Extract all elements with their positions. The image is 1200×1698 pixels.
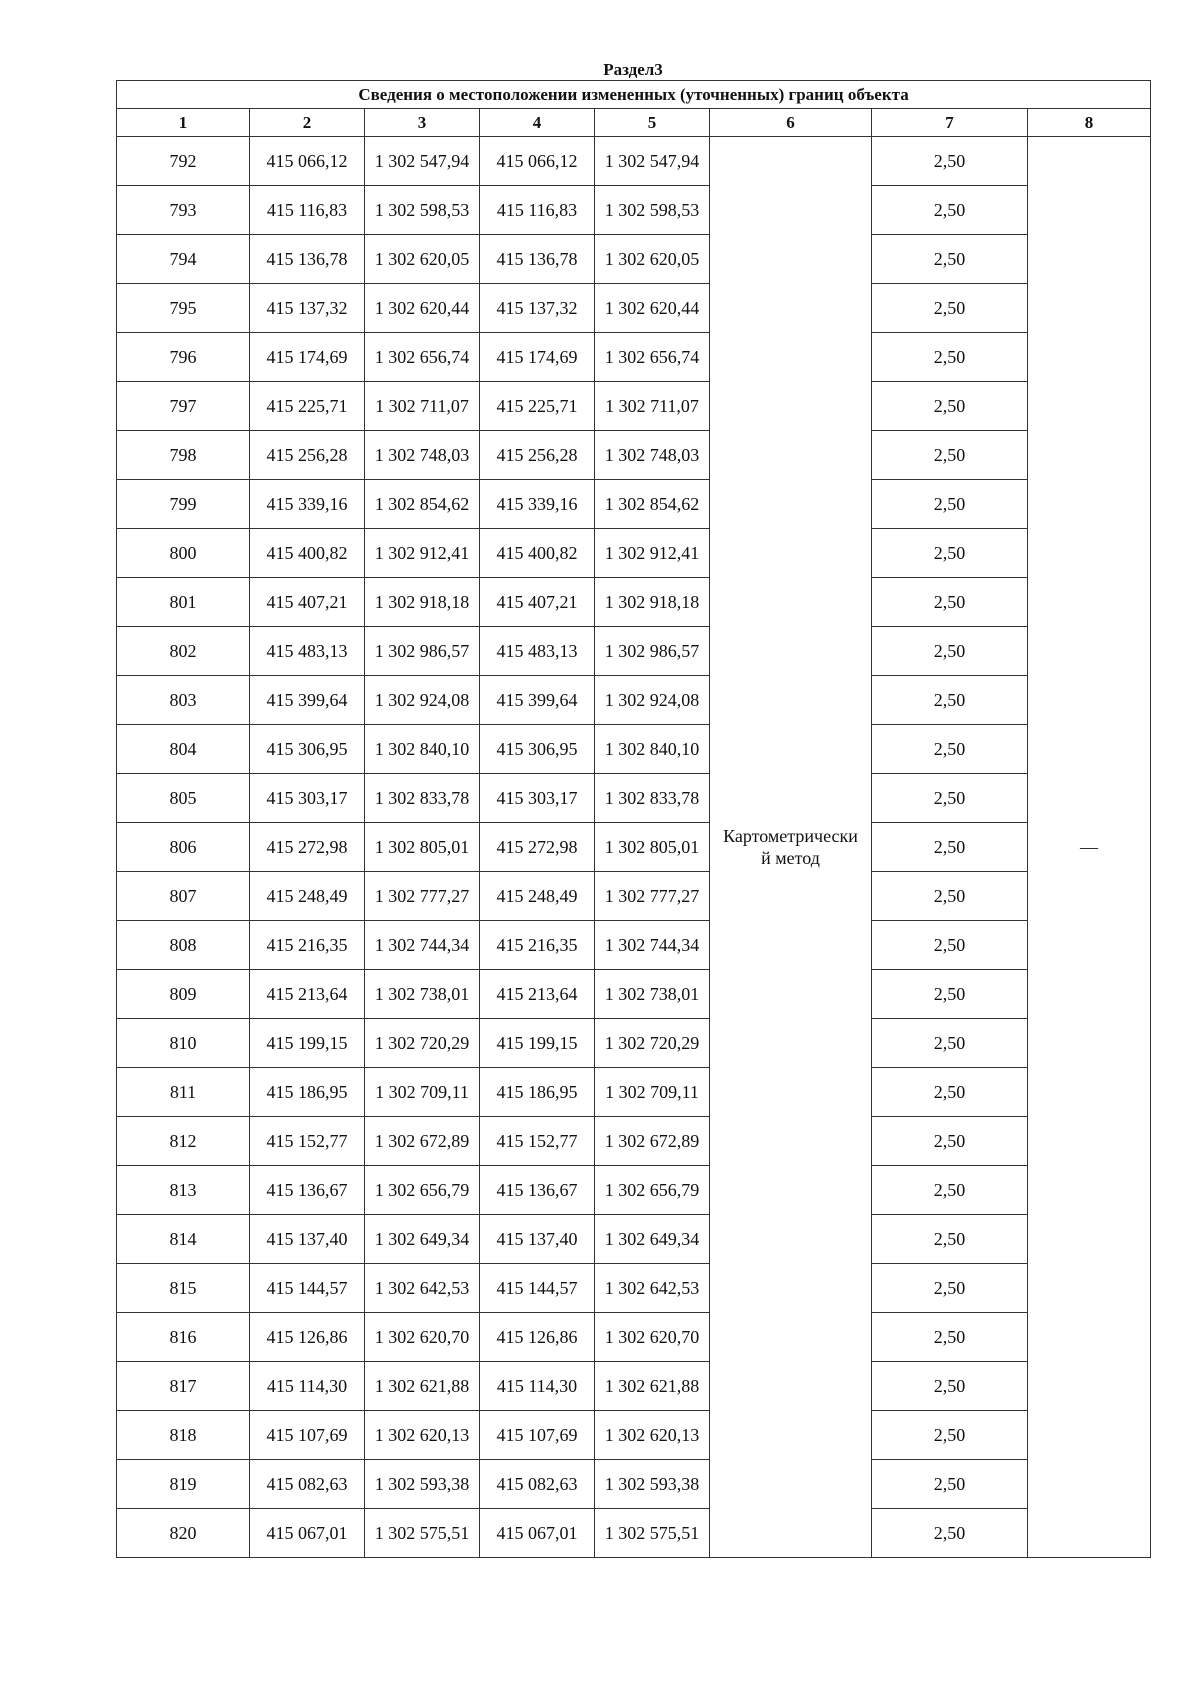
refined-y: 1 302 620,70 bbox=[595, 1313, 710, 1362]
refined-x: 415 306,95 bbox=[480, 725, 595, 774]
precision-value: 2,50 bbox=[872, 1313, 1028, 1362]
existing-y: 1 302 620,13 bbox=[365, 1411, 480, 1460]
table-row bbox=[117, 1460, 1151, 1509]
refined-x: 415 272,98 bbox=[480, 823, 595, 872]
refined-y: 1 302 738,01 bbox=[595, 970, 710, 1019]
column-number: 8 bbox=[1028, 109, 1151, 137]
method-line: Картометрически bbox=[723, 826, 858, 846]
refined-y: 1 302 720,29 bbox=[595, 1019, 710, 1068]
existing-x: 415 152,77 bbox=[250, 1117, 365, 1166]
existing-x: 415 082,63 bbox=[250, 1460, 365, 1509]
refined-y: 1 302 805,01 bbox=[595, 823, 710, 872]
table-row bbox=[117, 1362, 1151, 1411]
existing-y: 1 302 709,11 bbox=[365, 1068, 480, 1117]
precision-value: 2,50 bbox=[872, 627, 1028, 676]
existing-y: 1 302 672,89 bbox=[365, 1117, 480, 1166]
table-row bbox=[117, 676, 1151, 725]
existing-x: 415 399,64 bbox=[250, 676, 365, 725]
table-row bbox=[117, 333, 1151, 382]
precision-value: 2,50 bbox=[872, 970, 1028, 1019]
existing-y: 1 302 593,38 bbox=[365, 1460, 480, 1509]
table-row bbox=[117, 774, 1151, 823]
point-number: 806 bbox=[117, 823, 250, 872]
refined-y: 1 302 598,53 bbox=[595, 186, 710, 235]
table-row bbox=[117, 1313, 1151, 1362]
boundary-coordinates-table bbox=[116, 80, 1151, 1558]
existing-x: 415 216,35 bbox=[250, 921, 365, 970]
precision-value: 2,50 bbox=[872, 1460, 1028, 1509]
refined-y: 1 302 656,74 bbox=[595, 333, 710, 382]
refined-x: 415 174,69 bbox=[480, 333, 595, 382]
point-number: 812 bbox=[117, 1117, 250, 1166]
existing-y: 1 302 620,05 bbox=[365, 235, 480, 284]
refined-y: 1 302 672,89 bbox=[595, 1117, 710, 1166]
existing-x: 415 248,49 bbox=[250, 872, 365, 921]
point-number: 810 bbox=[117, 1019, 250, 1068]
refined-x: 415 136,78 bbox=[480, 235, 595, 284]
point-number: 820 bbox=[117, 1509, 250, 1558]
existing-y: 1 302 744,34 bbox=[365, 921, 480, 970]
refined-x: 415 137,32 bbox=[480, 284, 595, 333]
existing-y: 1 302 575,51 bbox=[365, 1509, 480, 1558]
refined-x: 415 152,77 bbox=[480, 1117, 595, 1166]
method-cell bbox=[710, 137, 872, 1558]
refined-y: 1 302 912,41 bbox=[595, 529, 710, 578]
point-number: 802 bbox=[117, 627, 250, 676]
refined-y: 1 302 918,18 bbox=[595, 578, 710, 627]
refined-x: 415 339,16 bbox=[480, 480, 595, 529]
table-row bbox=[117, 1411, 1151, 1460]
point-number: 792 bbox=[117, 137, 250, 186]
refined-y: 1 302 986,57 bbox=[595, 627, 710, 676]
table-row bbox=[117, 1509, 1151, 1558]
precision-value: 2,50 bbox=[872, 186, 1028, 235]
table-header: Сведения о местоположении измененных (уточненных) границ объекта bbox=[117, 81, 1151, 109]
point-number: 808 bbox=[117, 921, 250, 970]
point-number: 807 bbox=[117, 872, 250, 921]
method-line: й метод bbox=[761, 848, 820, 868]
refined-y: 1 302 656,79 bbox=[595, 1166, 710, 1215]
existing-y: 1 302 649,34 bbox=[365, 1215, 480, 1264]
table-row bbox=[117, 529, 1151, 578]
refined-x: 415 126,86 bbox=[480, 1313, 595, 1362]
refined-y: 1 302 621,88 bbox=[595, 1362, 710, 1411]
refined-x: 415 144,57 bbox=[480, 1264, 595, 1313]
existing-y: 1 302 620,70 bbox=[365, 1313, 480, 1362]
table-row bbox=[117, 284, 1151, 333]
point-number: 796 bbox=[117, 333, 250, 382]
existing-x: 415 136,67 bbox=[250, 1166, 365, 1215]
existing-y: 1 302 748,03 bbox=[365, 431, 480, 480]
existing-y: 1 302 840,10 bbox=[365, 725, 480, 774]
point-number: 811 bbox=[117, 1068, 250, 1117]
point-number: 818 bbox=[117, 1411, 250, 1460]
column-number: 3 bbox=[365, 109, 480, 137]
existing-y: 1 302 656,74 bbox=[365, 333, 480, 382]
column-number: 6 bbox=[710, 109, 872, 137]
precision-value: 2,50 bbox=[872, 333, 1028, 382]
point-number: 813 bbox=[117, 1166, 250, 1215]
precision-value: 2,50 bbox=[872, 1264, 1028, 1313]
existing-x: 415 306,95 bbox=[250, 725, 365, 774]
point-number: 814 bbox=[117, 1215, 250, 1264]
point-number: 815 bbox=[117, 1264, 250, 1313]
refined-x: 415 225,71 bbox=[480, 382, 595, 431]
refined-y: 1 302 620,13 bbox=[595, 1411, 710, 1460]
existing-x: 415 407,21 bbox=[250, 578, 365, 627]
existing-x: 415 126,86 bbox=[250, 1313, 365, 1362]
table-row bbox=[117, 137, 1151, 186]
table-row bbox=[117, 823, 1151, 872]
existing-x: 415 483,13 bbox=[250, 627, 365, 676]
precision-value: 2,50 bbox=[872, 1362, 1028, 1411]
existing-y: 1 302 912,41 bbox=[365, 529, 480, 578]
point-number: 816 bbox=[117, 1313, 250, 1362]
table-row bbox=[117, 235, 1151, 284]
table-row bbox=[117, 431, 1151, 480]
column-8-value: — bbox=[1028, 137, 1151, 1558]
existing-x: 415 303,17 bbox=[250, 774, 365, 823]
precision-value: 2,50 bbox=[872, 1166, 1028, 1215]
refined-x: 415 400,82 bbox=[480, 529, 595, 578]
existing-y: 1 302 711,07 bbox=[365, 382, 480, 431]
column-number: 1 bbox=[117, 109, 250, 137]
table-row bbox=[117, 872, 1151, 921]
existing-x: 415 174,69 bbox=[250, 333, 365, 382]
refined-y: 1 302 547,94 bbox=[595, 137, 710, 186]
existing-x: 415 400,82 bbox=[250, 529, 365, 578]
existing-x: 415 144,57 bbox=[250, 1264, 365, 1313]
refined-y: 1 302 854,62 bbox=[595, 480, 710, 529]
existing-x: 415 114,30 bbox=[250, 1362, 365, 1411]
point-number: 804 bbox=[117, 725, 250, 774]
existing-x: 415 186,95 bbox=[250, 1068, 365, 1117]
point-number: 799 bbox=[117, 480, 250, 529]
existing-y: 1 302 986,57 bbox=[365, 627, 480, 676]
existing-x: 415 136,78 bbox=[250, 235, 365, 284]
precision-value: 2,50 bbox=[872, 921, 1028, 970]
precision-value: 2,50 bbox=[872, 872, 1028, 921]
point-number: 797 bbox=[117, 382, 250, 431]
precision-value: 2,50 bbox=[872, 1019, 1028, 1068]
precision-value: 2,50 bbox=[872, 382, 1028, 431]
refined-x: 415 248,49 bbox=[480, 872, 595, 921]
refined-x: 415 303,17 bbox=[480, 774, 595, 823]
table-row bbox=[117, 1215, 1151, 1264]
refined-y: 1 302 642,53 bbox=[595, 1264, 710, 1313]
precision-value: 2,50 bbox=[872, 1215, 1028, 1264]
existing-x: 415 137,32 bbox=[250, 284, 365, 333]
refined-x: 415 216,35 bbox=[480, 921, 595, 970]
column-number: 7 bbox=[872, 109, 1028, 137]
precision-value: 2,50 bbox=[872, 578, 1028, 627]
table-row bbox=[117, 186, 1151, 235]
refined-x: 415 114,30 bbox=[480, 1362, 595, 1411]
table-row bbox=[117, 725, 1151, 774]
refined-x: 415 116,83 bbox=[480, 186, 595, 235]
refined-x: 415 066,12 bbox=[480, 137, 595, 186]
refined-y: 1 302 748,03 bbox=[595, 431, 710, 480]
precision-value: 2,50 bbox=[872, 431, 1028, 480]
existing-y: 1 302 547,94 bbox=[365, 137, 480, 186]
refined-y: 1 302 575,51 bbox=[595, 1509, 710, 1558]
refined-y: 1 302 649,34 bbox=[595, 1215, 710, 1264]
refined-x: 415 483,13 bbox=[480, 627, 595, 676]
existing-x: 415 137,40 bbox=[250, 1215, 365, 1264]
column-number: 4 bbox=[480, 109, 595, 137]
precision-value: 2,50 bbox=[872, 480, 1028, 529]
existing-y: 1 302 620,44 bbox=[365, 284, 480, 333]
existing-y: 1 302 642,53 bbox=[365, 1264, 480, 1313]
refined-x: 415 213,64 bbox=[480, 970, 595, 1019]
table-row bbox=[117, 1068, 1151, 1117]
refined-y: 1 302 840,10 bbox=[595, 725, 710, 774]
table-row bbox=[117, 1117, 1151, 1166]
refined-x: 415 256,28 bbox=[480, 431, 595, 480]
point-number: 801 bbox=[117, 578, 250, 627]
existing-x: 415 272,98 bbox=[250, 823, 365, 872]
point-number: 803 bbox=[117, 676, 250, 725]
table-header-row bbox=[117, 81, 1151, 109]
precision-value: 2,50 bbox=[872, 1411, 1028, 1460]
column-number: 2 bbox=[250, 109, 365, 137]
existing-y: 1 302 854,62 bbox=[365, 480, 480, 529]
point-number: 795 bbox=[117, 284, 250, 333]
table-row bbox=[117, 1166, 1151, 1215]
point-number: 817 bbox=[117, 1362, 250, 1411]
table-row bbox=[117, 578, 1151, 627]
refined-y: 1 302 711,07 bbox=[595, 382, 710, 431]
table-row bbox=[117, 970, 1151, 1019]
existing-y: 1 302 738,01 bbox=[365, 970, 480, 1019]
precision-value: 2,50 bbox=[872, 529, 1028, 578]
precision-value: 2,50 bbox=[872, 284, 1028, 333]
refined-x: 415 107,69 bbox=[480, 1411, 595, 1460]
existing-y: 1 302 656,79 bbox=[365, 1166, 480, 1215]
existing-y: 1 302 777,27 bbox=[365, 872, 480, 921]
point-number: 819 bbox=[117, 1460, 250, 1509]
column-number-row bbox=[117, 109, 1151, 137]
existing-x: 415 116,83 bbox=[250, 186, 365, 235]
refined-x: 415 186,95 bbox=[480, 1068, 595, 1117]
refined-y: 1 302 777,27 bbox=[595, 872, 710, 921]
existing-x: 415 213,64 bbox=[250, 970, 365, 1019]
existing-y: 1 302 833,78 bbox=[365, 774, 480, 823]
point-number: 805 bbox=[117, 774, 250, 823]
point-number: 798 bbox=[117, 431, 250, 480]
precision-value: 2,50 bbox=[872, 1117, 1028, 1166]
refined-y: 1 302 709,11 bbox=[595, 1068, 710, 1117]
point-number: 793 bbox=[117, 186, 250, 235]
precision-value: 2,50 bbox=[872, 1068, 1028, 1117]
table-row bbox=[117, 382, 1151, 431]
existing-y: 1 302 918,18 bbox=[365, 578, 480, 627]
refined-y: 1 302 620,05 bbox=[595, 235, 710, 284]
table-row bbox=[117, 1264, 1151, 1313]
column-number: 5 bbox=[595, 109, 710, 137]
precision-value: 2,50 bbox=[872, 235, 1028, 284]
existing-x: 415 339,16 bbox=[250, 480, 365, 529]
table-row bbox=[117, 921, 1151, 970]
existing-x: 415 256,28 bbox=[250, 431, 365, 480]
point-number: 809 bbox=[117, 970, 250, 1019]
existing-y: 1 302 924,08 bbox=[365, 676, 480, 725]
refined-y: 1 302 620,44 bbox=[595, 284, 710, 333]
table-row bbox=[117, 1019, 1151, 1068]
existing-x: 415 107,69 bbox=[250, 1411, 365, 1460]
precision-value: 2,50 bbox=[872, 1509, 1028, 1558]
existing-y: 1 302 598,53 bbox=[365, 186, 480, 235]
table-row bbox=[117, 627, 1151, 676]
refined-y: 1 302 744,34 bbox=[595, 921, 710, 970]
precision-value: 2,50 bbox=[872, 137, 1028, 186]
precision-value: 2,50 bbox=[872, 823, 1028, 872]
point-number: 794 bbox=[117, 235, 250, 284]
existing-x: 415 199,15 bbox=[250, 1019, 365, 1068]
existing-y: 1 302 805,01 bbox=[365, 823, 480, 872]
existing-y: 1 302 720,29 bbox=[365, 1019, 480, 1068]
precision-value: 2,50 bbox=[872, 774, 1028, 823]
section-title: Раздел3 bbox=[603, 60, 663, 79]
existing-y: 1 302 621,88 bbox=[365, 1362, 480, 1411]
refined-y: 1 302 833,78 bbox=[595, 774, 710, 823]
refined-y: 1 302 924,08 bbox=[595, 676, 710, 725]
refined-x: 415 399,64 bbox=[480, 676, 595, 725]
point-number: 800 bbox=[117, 529, 250, 578]
refined-x: 415 082,63 bbox=[480, 1460, 595, 1509]
table-row bbox=[117, 480, 1151, 529]
refined-x: 415 137,40 bbox=[480, 1215, 595, 1264]
existing-x: 415 066,12 bbox=[250, 137, 365, 186]
refined-x: 415 136,67 bbox=[480, 1166, 595, 1215]
precision-value: 2,50 bbox=[872, 725, 1028, 774]
precision-value: 2,50 bbox=[872, 676, 1028, 725]
existing-x: 415 067,01 bbox=[250, 1509, 365, 1558]
existing-x: 415 225,71 bbox=[250, 382, 365, 431]
refined-x: 415 407,21 bbox=[480, 578, 595, 627]
refined-x: 415 067,01 bbox=[480, 1509, 595, 1558]
refined-y: 1 302 593,38 bbox=[595, 1460, 710, 1509]
refined-x: 415 199,15 bbox=[480, 1019, 595, 1068]
